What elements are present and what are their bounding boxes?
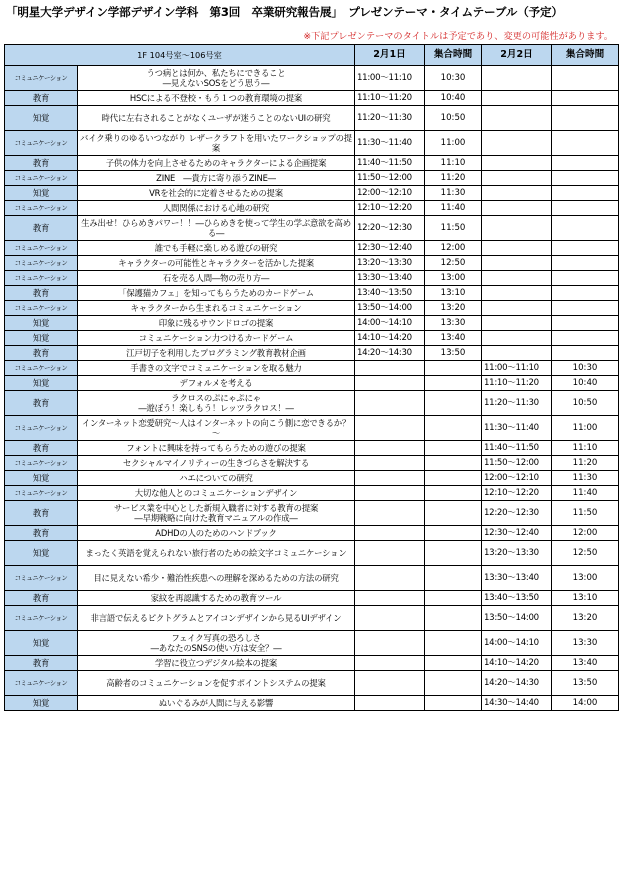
table-row (5, 361, 619, 376)
day2-time-cell (482, 186, 552, 201)
day1-time-cell: 14:00～14:10 (355, 316, 425, 331)
category-cell: 教育 (5, 441, 78, 456)
category-cell: 教育 (5, 346, 78, 361)
category-cell: 教育 (5, 216, 78, 241)
theme-title-cell: VRを社会的に定着させるための提案 (78, 186, 355, 201)
day1-gather-cell (425, 376, 482, 391)
category-cell: 知覚 (5, 316, 78, 331)
day1-gather-cell (425, 441, 482, 456)
day2-gather-cell (552, 186, 619, 201)
day1-time-cell (355, 376, 425, 391)
category-cell: 教育 (5, 656, 78, 671)
theme-title-cell: うつ病とは何か、私たちにできること ―見えないSOSをどう思う― (78, 66, 355, 91)
day2-time-cell (482, 106, 552, 131)
gather2-header: 集合時間 (552, 45, 619, 66)
table-row (5, 486, 619, 501)
day2-gather-cell: 11:00 (552, 416, 619, 441)
day1-time-cell (355, 671, 425, 696)
day2-gather-cell: 13:20 (552, 606, 619, 631)
theme-title-cell: 江戸切子を利用したプログラミング教育教材企画 (78, 346, 355, 361)
table-row (5, 501, 619, 526)
day1-time-cell (355, 441, 425, 456)
category-cell: コミュニケーション (5, 456, 78, 471)
room-header: 1F 104号室～106号室 (5, 45, 355, 66)
day2-time-cell: 13:30～13:40 (482, 566, 552, 591)
day1-time-cell (355, 631, 425, 656)
theme-title-cell: 石を売る人間―物の売り方― (78, 271, 355, 286)
day2-time-cell: 11:20～11:30 (482, 391, 552, 416)
day1-header: 2月1日 (355, 45, 425, 66)
table-row (5, 456, 619, 471)
day2-time-cell (482, 201, 552, 216)
theme-title-cell: 子供の体力を向上させるためのキャラクターによる企画提案 (78, 156, 355, 171)
day2-gather-cell: 13:10 (552, 591, 619, 606)
table-row (5, 346, 619, 361)
day2-gather-cell (552, 171, 619, 186)
theme-title-cell: 印象に残るサウンドロゴの提案 (78, 316, 355, 331)
day1-gather-cell: 12:50 (425, 256, 482, 271)
theme-title-cell: まったく英語を覚えられない旅行者のための絵文字コミュニケーション (78, 541, 355, 566)
day2-gather-cell (552, 216, 619, 241)
theme-title-cell: サービス業を中心とした新規入職者に対する教育の提案 ―早期戦略に向けた教育マニュアルの作成― (78, 501, 355, 526)
day2-gather-cell: 10:50 (552, 391, 619, 416)
day1-gather-cell (425, 501, 482, 526)
table-row (5, 416, 619, 441)
day1-gather-cell: 13:50 (425, 346, 482, 361)
theme-title-cell: ラクロスのぷにゃぷにゃ ―遊ぼう！楽しもう！レッツラクロス！― (78, 391, 355, 416)
notice-text: ※下記プレゼンテーマのタイトルは予定であり、変更の可能性があります。 (303, 31, 613, 42)
day1-time-cell: 13:20～13:30 (355, 256, 425, 271)
category-cell: 教育 (5, 156, 78, 171)
day1-time-cell: 12:30～12:40 (355, 241, 425, 256)
day1-gather-cell (425, 606, 482, 631)
category-cell: コミュニケーション (5, 486, 78, 501)
day1-gather-cell: 11:50 (425, 216, 482, 241)
theme-title-cell: コミュニケーション力つけるカードゲーム (78, 331, 355, 346)
day2-time-cell (482, 346, 552, 361)
table-row (5, 441, 619, 456)
day1-gather-cell (425, 361, 482, 376)
table-row (5, 301, 619, 316)
table-row (5, 106, 619, 131)
day1-time-cell (355, 566, 425, 591)
day1-time-cell: 11:10～11:20 (355, 91, 425, 106)
day1-gather-cell: 10:50 (425, 106, 482, 131)
day2-gather-cell: 11:50 (552, 501, 619, 526)
category-cell: コミュニケーション (5, 361, 78, 376)
category-cell: 知覚 (5, 541, 78, 566)
table-row (5, 541, 619, 566)
table-row (5, 241, 619, 256)
day2-gather-cell: 14:00 (552, 696, 619, 711)
day2-gather-cell: 13:50 (552, 671, 619, 696)
day2-time-cell: 11:30～11:40 (482, 416, 552, 441)
day1-time-cell: 13:50～14:00 (355, 301, 425, 316)
theme-title-cell: ADHDの人のためのハンドブック (78, 526, 355, 541)
day2-time-cell: 14:10～14:20 (482, 656, 552, 671)
table-row (5, 216, 619, 241)
category-cell: コミュニケーション (5, 131, 78, 156)
table-row (5, 656, 619, 671)
table-row (5, 271, 619, 286)
day2-time-cell: 13:40～13:50 (482, 591, 552, 606)
category-cell: コミュニケーション (5, 301, 78, 316)
table-row (5, 256, 619, 271)
theme-title-cell: 人間関係における心地の研究 (78, 201, 355, 216)
day2-time-cell: 11:50～12:00 (482, 456, 552, 471)
category-cell: 教育 (5, 591, 78, 606)
day1-gather-cell (425, 631, 482, 656)
table-row (5, 526, 619, 541)
day1-time-cell (355, 501, 425, 526)
day1-time-cell: 14:10～14:20 (355, 331, 425, 346)
category-cell: コミュニケーション (5, 271, 78, 286)
theme-title-cell: 非言語で伝えるピクトグラムとアイコンデザインから見るUIデザイン (78, 606, 355, 631)
table-row (5, 91, 619, 106)
day1-gather-cell: 11:10 (425, 156, 482, 171)
table-row (5, 376, 619, 391)
day2-gather-cell (552, 316, 619, 331)
table-row (5, 66, 619, 91)
day1-gather-cell (425, 471, 482, 486)
day1-gather-cell (425, 416, 482, 441)
theme-title-cell: 時代に左右されることがなくユーザが迷うことのないUIの研究 (78, 106, 355, 131)
table-row (5, 186, 619, 201)
theme-title-cell: ぬいぐるみが人間に与える影響 (78, 696, 355, 711)
table-row (5, 696, 619, 711)
day1-time-cell (355, 526, 425, 541)
day1-time-cell (355, 696, 425, 711)
day1-gather-cell (425, 566, 482, 591)
day2-time-cell: 14:20～14:30 (482, 671, 552, 696)
day2-time-cell: 14:30～14:40 (482, 696, 552, 711)
day2-time-cell: 11:00～11:10 (482, 361, 552, 376)
day1-time-cell: 11:00～11:10 (355, 66, 425, 91)
category-cell: 知覚 (5, 331, 78, 346)
day1-time-cell (355, 416, 425, 441)
theme-title-cell: ハエについての研究 (78, 471, 355, 486)
day2-gather-cell: 11:40 (552, 486, 619, 501)
day2-gather-cell: 11:30 (552, 471, 619, 486)
category-cell: 教育 (5, 286, 78, 301)
day1-time-cell (355, 606, 425, 631)
day1-time-cell (355, 471, 425, 486)
day2-time-cell: 12:30～12:40 (482, 526, 552, 541)
day2-gather-cell (552, 346, 619, 361)
theme-title-cell: 誰でも手軽に楽しめる遊びの研究 (78, 241, 355, 256)
day1-gather-cell (425, 526, 482, 541)
day2-time-cell (482, 66, 552, 91)
category-cell: コミュニケーション (5, 416, 78, 441)
day1-gather-cell: 11:20 (425, 171, 482, 186)
day2-time-cell (482, 271, 552, 286)
theme-title-cell: 「保護猫カフェ」を知ってもらうためのカードゲーム (78, 286, 355, 301)
day2-time-cell (482, 256, 552, 271)
day2-gather-cell (552, 271, 619, 286)
table-row (5, 286, 619, 301)
day1-gather-cell (425, 671, 482, 696)
day1-time-cell: 11:50～12:00 (355, 171, 425, 186)
day1-time-cell (355, 486, 425, 501)
day2-time-cell: 12:20～12:30 (482, 501, 552, 526)
day2-gather-cell: 13:40 (552, 656, 619, 671)
day2-gather-cell (552, 66, 619, 91)
table-header-row (5, 45, 619, 66)
day1-time-cell (355, 456, 425, 471)
day1-time-cell: 11:20～11:30 (355, 106, 425, 131)
category-cell: 教育 (5, 501, 78, 526)
day2-time-cell (482, 286, 552, 301)
day1-gather-cell: 13:10 (425, 286, 482, 301)
category-cell: 知覚 (5, 471, 78, 486)
category-cell: コミュニケーション (5, 241, 78, 256)
table-row (5, 671, 619, 696)
category-cell: コミュニケーション (5, 606, 78, 631)
day1-gather-cell (425, 656, 482, 671)
day1-gather-cell: 13:00 (425, 271, 482, 286)
day1-gather-cell: 12:00 (425, 241, 482, 256)
gather1-header: 集合時間 (425, 45, 482, 66)
day1-time-cell (355, 656, 425, 671)
day2-time-cell (482, 216, 552, 241)
table-row (5, 201, 619, 216)
category-cell: コミュニケーション (5, 171, 78, 186)
table-row (5, 331, 619, 346)
theme-title-cell: デフォルメを考える (78, 376, 355, 391)
day1-time-cell (355, 361, 425, 376)
day1-gather-cell: 13:40 (425, 331, 482, 346)
day2-time-cell (482, 131, 552, 156)
day2-gather-cell (552, 256, 619, 271)
category-cell: 知覚 (5, 696, 78, 711)
category-cell: 知覚 (5, 376, 78, 391)
day2-gather-cell (552, 201, 619, 216)
table-row (5, 631, 619, 656)
category-cell: コミュニケーション (5, 671, 78, 696)
day1-gather-cell: 11:40 (425, 201, 482, 216)
theme-title-cell: 家紋を再認識するための教育ツール (78, 591, 355, 606)
day2-gather-cell (552, 241, 619, 256)
theme-title-cell: HSCによる不登校・もう１つの教育環境の提案 (78, 91, 355, 106)
day2-gather-cell: 13:00 (552, 566, 619, 591)
theme-title-cell: セクシャルマイノリティーの生きづらさを解決する (78, 456, 355, 471)
table-row (5, 391, 619, 416)
day1-gather-cell (425, 456, 482, 471)
day2-time-cell: 12:10～12:20 (482, 486, 552, 501)
day2-gather-cell: 10:30 (552, 361, 619, 376)
category-cell: コミュニケーション (5, 201, 78, 216)
category-cell: コミュニケーション (5, 256, 78, 271)
category-cell: 知覚 (5, 631, 78, 656)
day2-gather-cell: 13:30 (552, 631, 619, 656)
table-row (5, 171, 619, 186)
timetable (4, 44, 619, 711)
day2-time-cell: 11:10～11:20 (482, 376, 552, 391)
day2-gather-cell (552, 331, 619, 346)
day2-gather-cell (552, 156, 619, 171)
day2-time-cell (482, 91, 552, 106)
day2-gather-cell: 12:00 (552, 526, 619, 541)
category-cell: コミュニケーション (5, 566, 78, 591)
day2-time-cell (482, 301, 552, 316)
page-title: 「明星大学デザイン学部デザイン学科 第3回 卒業研究報告展」 プレゼンテーマ・タイムテーブル（予定） (6, 5, 563, 19)
day2-gather-cell: 11:20 (552, 456, 619, 471)
day1-time-cell: 13:40～13:50 (355, 286, 425, 301)
theme-title-cell: 高齢者のコミュニケーションを促すポイントシステムの提案 (78, 671, 355, 696)
category-cell: 知覚 (5, 186, 78, 201)
day1-gather-cell: 10:40 (425, 91, 482, 106)
table-row (5, 606, 619, 631)
table-row (5, 591, 619, 606)
theme-title-cell: 学習に役立つデジタル絵本の提案 (78, 656, 355, 671)
day1-time-cell: 11:30～11:40 (355, 131, 425, 156)
day2-time-cell (482, 331, 552, 346)
day2-gather-cell (552, 131, 619, 156)
day1-time-cell (355, 391, 425, 416)
day2-time-cell: 11:40～11:50 (482, 441, 552, 456)
day1-gather-cell: 13:20 (425, 301, 482, 316)
day1-gather-cell (425, 696, 482, 711)
theme-title-cell: 大切な他人とのコミュニケーションデザイン (78, 486, 355, 501)
table-row (5, 316, 619, 331)
day1-gather-cell (425, 591, 482, 606)
day1-gather-cell: 13:30 (425, 316, 482, 331)
day2-time-cell (482, 171, 552, 186)
day2-gather-cell (552, 91, 619, 106)
category-cell: コミュニケーション (5, 66, 78, 91)
day2-gather-cell (552, 106, 619, 131)
category-cell: 知覚 (5, 106, 78, 131)
day2-gather-cell (552, 301, 619, 316)
theme-title-cell: 手書きの文字でコミュニケーションを取る魅力 (78, 361, 355, 376)
day2-time-cell: 14:00～14:10 (482, 631, 552, 656)
day1-gather-cell: 11:30 (425, 186, 482, 201)
theme-title-cell: キャラクターから生まれるコミュニケーション (78, 301, 355, 316)
table-row (5, 566, 619, 591)
theme-title-cell: 生み出せ！ひらめきパワー！！―ひらめきを使って学生の学ぶ意欲を高める― (78, 216, 355, 241)
day2-time-cell (482, 156, 552, 171)
theme-title-cell: インターネット恋愛研究～人はインターネットの向こう側に恋できるか？～ (78, 416, 355, 441)
day2-time-cell (482, 241, 552, 256)
day1-time-cell: 12:10～12:20 (355, 201, 425, 216)
day1-time-cell: 12:20～12:30 (355, 216, 425, 241)
theme-title-cell: フォントに興味を持ってもらうための遊びの提案 (78, 441, 355, 456)
category-cell: 教育 (5, 91, 78, 106)
theme-title-cell: フェイク写真の恐ろしさ ―あなたのSNSの使い方は安全？― (78, 631, 355, 656)
day2-gather-cell: 10:40 (552, 376, 619, 391)
table-row (5, 156, 619, 171)
theme-title-cell: 目に見えない希少・難治性疾患への理解を深めるための方法の研究 (78, 566, 355, 591)
day1-time-cell: 12:00～12:10 (355, 186, 425, 201)
day1-time-cell: 11:40～11:50 (355, 156, 425, 171)
day2-time-cell: 12:00～12:10 (482, 471, 552, 486)
day2-time-cell: 13:20～13:30 (482, 541, 552, 566)
category-cell: 教育 (5, 526, 78, 541)
day1-time-cell: 13:30～13:40 (355, 271, 425, 286)
day1-time-cell: 14:20～14:30 (355, 346, 425, 361)
day1-gather-cell (425, 391, 482, 416)
day2-time-cell: 13:50～14:00 (482, 606, 552, 631)
theme-title-cell: ZINE ―貴方に寄り添うZINE― (78, 171, 355, 186)
theme-title-cell: キャラクターの可能性とキャラクターを活かした提案 (78, 256, 355, 271)
day1-gather-cell (425, 541, 482, 566)
table-row (5, 131, 619, 156)
table-row (5, 471, 619, 486)
day2-header: 2月2日 (482, 45, 552, 66)
category-cell: 教育 (5, 391, 78, 416)
day1-gather-cell (425, 486, 482, 501)
day2-time-cell (482, 316, 552, 331)
day2-gather-cell: 12:50 (552, 541, 619, 566)
day1-gather-cell: 10:30 (425, 66, 482, 91)
day2-gather-cell (552, 286, 619, 301)
day1-time-cell (355, 591, 425, 606)
day1-gather-cell: 11:00 (425, 131, 482, 156)
theme-title-cell: バイク乗りのゆるいつながり レザークラフトを用いたワークショップの提案 (78, 131, 355, 156)
day1-time-cell (355, 541, 425, 566)
day2-gather-cell: 11:10 (552, 441, 619, 456)
